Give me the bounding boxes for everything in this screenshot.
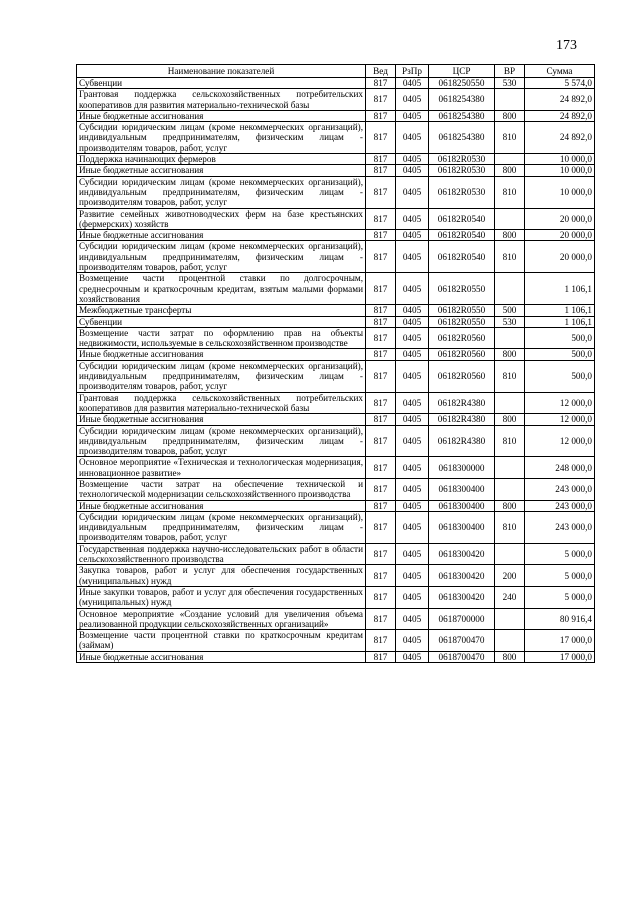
cell-name: Иные бюджетные ассигнования (77, 500, 366, 511)
cell-vr (495, 327, 525, 349)
cell-sum: 248 000,0 (525, 457, 595, 479)
cell-vr (495, 543, 525, 565)
cell-sum: 24 892,0 (525, 122, 595, 154)
cell-ved: 817 (366, 511, 396, 543)
header-sum: Сумма (525, 65, 595, 78)
cell-rzpr: 0405 (396, 349, 429, 360)
table-row (77, 316, 595, 327)
cell-ved: 817 (366, 425, 396, 457)
cell-rzpr: 0405 (396, 110, 429, 121)
table-row (77, 327, 595, 349)
cell-rzpr: 0405 (396, 176, 429, 208)
cell-rzpr: 0405 (396, 457, 429, 479)
table-body (77, 78, 595, 663)
cell-name: Иные бюджетные ассигнования (77, 349, 366, 360)
cell-name: Иные закупки товаров, работ и услуг для обеспечения государственных (муниципальных) нужд (77, 586, 366, 608)
cell-name: Поддержка начинающих фермеров (77, 154, 366, 165)
cell-sum: 20 000,0 (525, 208, 595, 230)
cell-vr: 800 (495, 165, 525, 176)
cell-rzpr: 0405 (396, 425, 429, 457)
cell-csr: 0618300400 (429, 511, 495, 543)
cell-csr: 06182R4380 (429, 392, 495, 414)
table-row (77, 543, 595, 565)
cell-sum: 12 000,0 (525, 392, 595, 414)
cell-sum: 1 106,1 (525, 273, 595, 305)
table-row (77, 273, 595, 305)
cell-sum: 5 000,0 (525, 543, 595, 565)
cell-vr: 800 (495, 500, 525, 511)
cell-rzpr: 0405 (396, 500, 429, 511)
cell-sum: 24 892,0 (525, 110, 595, 121)
cell-vr: 810 (495, 176, 525, 208)
table-row (77, 392, 595, 414)
cell-csr: 06182R0560 (429, 360, 495, 392)
cell-rzpr: 0405 (396, 511, 429, 543)
cell-ved: 817 (366, 327, 396, 349)
cell-csr: 0618700470 (429, 651, 495, 662)
cell-csr: 0618254380 (429, 122, 495, 154)
cell-name: Субсидии юридическим лицам (кроме некоммерческих организаций), индивидуальным предпринимателям, физическим лицам - производителям товаров, работ, услуг (77, 176, 366, 208)
cell-vr: 810 (495, 425, 525, 457)
cell-csr: 0618700000 (429, 608, 495, 630)
cell-vr: 200 (495, 565, 525, 587)
cell-rzpr: 0405 (396, 241, 429, 273)
table-row (77, 154, 595, 165)
cell-csr: 0618254380 (429, 110, 495, 121)
cell-sum: 243 000,0 (525, 478, 595, 500)
cell-name: Основное мероприятие «Создание условий для увеличения объема реализованной продукции сельскохозяйственных организаций» (77, 608, 366, 630)
cell-ved: 817 (366, 165, 396, 176)
cell-ved: 817 (366, 349, 396, 360)
cell-csr: 06182R0540 (429, 230, 495, 241)
cell-csr: 0618250550 (429, 78, 495, 89)
cell-csr: 06182R0550 (429, 305, 495, 316)
table-row (77, 305, 595, 316)
cell-csr: 06182R0560 (429, 349, 495, 360)
table-row (77, 651, 595, 662)
cell-name: Закупка товаров, работ и услуг для обеспечения государственных (муниципальных) нужд (77, 565, 366, 587)
cell-csr: 0618300400 (429, 478, 495, 500)
cell-ved: 817 (366, 89, 396, 111)
cell-sum: 20 000,0 (525, 230, 595, 241)
cell-name: Грантовая поддержка сельскохозяйственных потребительских кооперативов для развития материально-технической базы (77, 392, 366, 414)
cell-sum: 500,0 (525, 360, 595, 392)
table-row (77, 241, 595, 273)
cell-csr: 06182R4380 (429, 414, 495, 425)
cell-sum: 5 000,0 (525, 565, 595, 587)
cell-vr (495, 457, 525, 479)
cell-vr (495, 608, 525, 630)
cell-vr: 810 (495, 360, 525, 392)
cell-csr: 0618300420 (429, 543, 495, 565)
header-csr: ЦСР (429, 65, 495, 78)
cell-sum: 24 892,0 (525, 89, 595, 111)
table-row (77, 500, 595, 511)
table-row (77, 511, 595, 543)
cell-sum: 1 106,1 (525, 305, 595, 316)
cell-ved: 817 (366, 360, 396, 392)
cell-ved: 817 (366, 457, 396, 479)
cell-sum: 243 000,0 (525, 511, 595, 543)
table-row (77, 457, 595, 479)
cell-ved: 817 (366, 543, 396, 565)
cell-sum: 5 000,0 (525, 586, 595, 608)
cell-rzpr: 0405 (396, 565, 429, 587)
cell-rzpr: 0405 (396, 586, 429, 608)
cell-vr: 800 (495, 349, 525, 360)
table-row (77, 586, 595, 608)
table-row (77, 425, 595, 457)
cell-name: Субсидии юридическим лицам (кроме некоммерческих организаций), индивидуальным предпринимателям, физическим лицам - производителям товаров, работ, услуг (77, 122, 366, 154)
table-row (77, 230, 595, 241)
header-name: Наименование показателей (77, 65, 366, 78)
cell-vr: 810 (495, 241, 525, 273)
cell-name: Субсидии юридическим лицам (кроме некоммерческих организаций), индивидуальным предпринимателям, физическим лицам - производителям товаров, работ, услуг (77, 425, 366, 457)
page-number: 173 (556, 38, 577, 53)
cell-sum: 17 000,0 (525, 651, 595, 662)
cell-vr (495, 208, 525, 230)
cell-sum: 10 000,0 (525, 154, 595, 165)
cell-sum: 243 000,0 (525, 500, 595, 511)
cell-name: Субсидии юридическим лицам (кроме некоммерческих организаций), индивидуальным предпринимателям, физическим лицам - производителям товаров, работ, услуг (77, 241, 366, 273)
budget-table (76, 64, 595, 663)
cell-sum: 10 000,0 (525, 176, 595, 208)
cell-csr: 06182R0540 (429, 241, 495, 273)
cell-rzpr: 0405 (396, 316, 429, 327)
cell-rzpr: 0405 (396, 414, 429, 425)
cell-csr: 0618254380 (429, 89, 495, 111)
cell-vr (495, 392, 525, 414)
cell-ved: 817 (366, 316, 396, 327)
cell-rzpr: 0405 (396, 360, 429, 392)
cell-rzpr: 0405 (396, 208, 429, 230)
cell-ved: 817 (366, 208, 396, 230)
cell-ved: 817 (366, 630, 396, 652)
cell-csr: 06182R0560 (429, 327, 495, 349)
cell-ved: 817 (366, 608, 396, 630)
cell-csr: 0618300000 (429, 457, 495, 479)
cell-name: Возмещение части процентной ставки по краткосрочным кредитам (займам) (77, 630, 366, 652)
cell-csr: 06182R4380 (429, 425, 495, 457)
cell-rzpr: 0405 (396, 327, 429, 349)
table-row (77, 208, 595, 230)
cell-name: Иные бюджетные ассигнования (77, 230, 366, 241)
cell-vr (495, 89, 525, 111)
cell-ved: 817 (366, 154, 396, 165)
header-row (77, 65, 595, 78)
header-rzpr: РзПр (396, 65, 429, 78)
cell-ved: 817 (366, 176, 396, 208)
cell-rzpr: 0405 (396, 122, 429, 154)
cell-csr: 06182R0550 (429, 316, 495, 327)
table-row (77, 176, 595, 208)
cell-rzpr: 0405 (396, 305, 429, 316)
cell-ved: 817 (366, 586, 396, 608)
table-row (77, 78, 595, 89)
cell-vr: 800 (495, 230, 525, 241)
cell-ved: 817 (366, 414, 396, 425)
cell-ved: 817 (366, 110, 396, 121)
table-row (77, 89, 595, 111)
cell-csr: 0618300400 (429, 500, 495, 511)
cell-sum: 12 000,0 (525, 414, 595, 425)
table-row (77, 478, 595, 500)
cell-vr: 530 (495, 78, 525, 89)
cell-rzpr: 0405 (396, 651, 429, 662)
cell-name: Основное мероприятие «Техническая и технологическая модернизация, инновационное развитие» (77, 457, 366, 479)
cell-vr: 810 (495, 122, 525, 154)
cell-ved: 817 (366, 651, 396, 662)
header-vr: ВР (495, 65, 525, 78)
table-row (77, 360, 595, 392)
cell-sum: 80 916,4 (525, 608, 595, 630)
cell-name: Возмещение части процентной ставки по долгосрочным, среднесрочным и краткосрочным кредитам, взятым малыми формами хозяйствования (77, 273, 366, 305)
cell-name: Государственная поддержка научно-исследовательских работ в области сельскохозяйственного производства (77, 543, 366, 565)
cell-ved: 817 (366, 78, 396, 89)
cell-rzpr: 0405 (396, 154, 429, 165)
header-ved: Вед (366, 65, 396, 78)
cell-vr: 800 (495, 651, 525, 662)
table-header (77, 65, 595, 78)
cell-rzpr: 0405 (396, 273, 429, 305)
cell-vr (495, 273, 525, 305)
cell-ved: 817 (366, 305, 396, 316)
cell-sum: 10 000,0 (525, 165, 595, 176)
cell-rzpr: 0405 (396, 608, 429, 630)
table-row (77, 608, 595, 630)
cell-sum: 12 000,0 (525, 425, 595, 457)
cell-ved: 817 (366, 273, 396, 305)
cell-ved: 817 (366, 478, 396, 500)
cell-vr: 800 (495, 414, 525, 425)
cell-name: Субвенции (77, 78, 366, 89)
table-row (77, 349, 595, 360)
cell-sum: 500,0 (525, 349, 595, 360)
cell-name: Иные бюджетные ассигнования (77, 165, 366, 176)
cell-name: Развитие семейных животноводческих ферм на базе крестьянских (фермерских) хозяйств (77, 208, 366, 230)
cell-sum: 20 000,0 (525, 241, 595, 273)
cell-ved: 817 (366, 392, 396, 414)
cell-sum: 500,0 (525, 327, 595, 349)
cell-vr (495, 630, 525, 652)
cell-name: Грантовая поддержка сельскохозяйственных потребительских кооперативов для развития материально-технической базы (77, 89, 366, 111)
cell-sum: 1 106,1 (525, 316, 595, 327)
cell-name: Субвенции (77, 316, 366, 327)
cell-ved: 817 (366, 230, 396, 241)
table-row (77, 630, 595, 652)
cell-ved: 817 (366, 565, 396, 587)
cell-name: Иные бюджетные ассигнования (77, 110, 366, 121)
cell-csr: 0618700470 (429, 630, 495, 652)
cell-csr: 0618300420 (429, 586, 495, 608)
cell-vr: 500 (495, 305, 525, 316)
cell-csr: 06182R0530 (429, 176, 495, 208)
cell-vr: 240 (495, 586, 525, 608)
cell-rzpr: 0405 (396, 165, 429, 176)
cell-csr: 06182R0550 (429, 273, 495, 305)
cell-csr: 06182R0530 (429, 165, 495, 176)
cell-vr (495, 154, 525, 165)
table-row (77, 122, 595, 154)
cell-rzpr: 0405 (396, 392, 429, 414)
cell-csr: 06182R0530 (429, 154, 495, 165)
table-row (77, 414, 595, 425)
cell-vr (495, 478, 525, 500)
cell-rzpr: 0405 (396, 630, 429, 652)
cell-name: Субсидии юридическим лицам (кроме некоммерческих организаций), индивидуальным предпринимателям, физическим лицам - производителям товаров, работ, услуг (77, 511, 366, 543)
cell-name: Возмещение части затрат на обеспечение технической и технологической модернизации сельскохозяйственного производства (77, 478, 366, 500)
cell-name: Возмещение части затрат по оформлению прав на объекты недвижимости, используемые в сельскохозяйственном производстве (77, 327, 366, 349)
table-row (77, 165, 595, 176)
cell-csr: 06182R0540 (429, 208, 495, 230)
cell-vr: 800 (495, 110, 525, 121)
cell-vr: 530 (495, 316, 525, 327)
cell-rzpr: 0405 (396, 89, 429, 111)
cell-ved: 817 (366, 241, 396, 273)
table-row (77, 110, 595, 121)
cell-vr: 810 (495, 511, 525, 543)
cell-rzpr: 0405 (396, 78, 429, 89)
cell-name: Межбюджетные трансферты (77, 305, 366, 316)
cell-name: Иные бюджетные ассигнования (77, 414, 366, 425)
cell-name: Субсидии юридическим лицам (кроме некоммерческих организаций), индивидуальным предпринимателям, физическим лицам - производителям товаров, работ, услуг (77, 360, 366, 392)
cell-sum: 17 000,0 (525, 630, 595, 652)
cell-rzpr: 0405 (396, 543, 429, 565)
table-row (77, 565, 595, 587)
cell-csr: 0618300420 (429, 565, 495, 587)
cell-ved: 817 (366, 122, 396, 154)
cell-rzpr: 0405 (396, 478, 429, 500)
cell-rzpr: 0405 (396, 230, 429, 241)
cell-ved: 817 (366, 500, 396, 511)
cell-name: Иные бюджетные ассигнования (77, 651, 366, 662)
cell-sum: 5 574,0 (525, 78, 595, 89)
